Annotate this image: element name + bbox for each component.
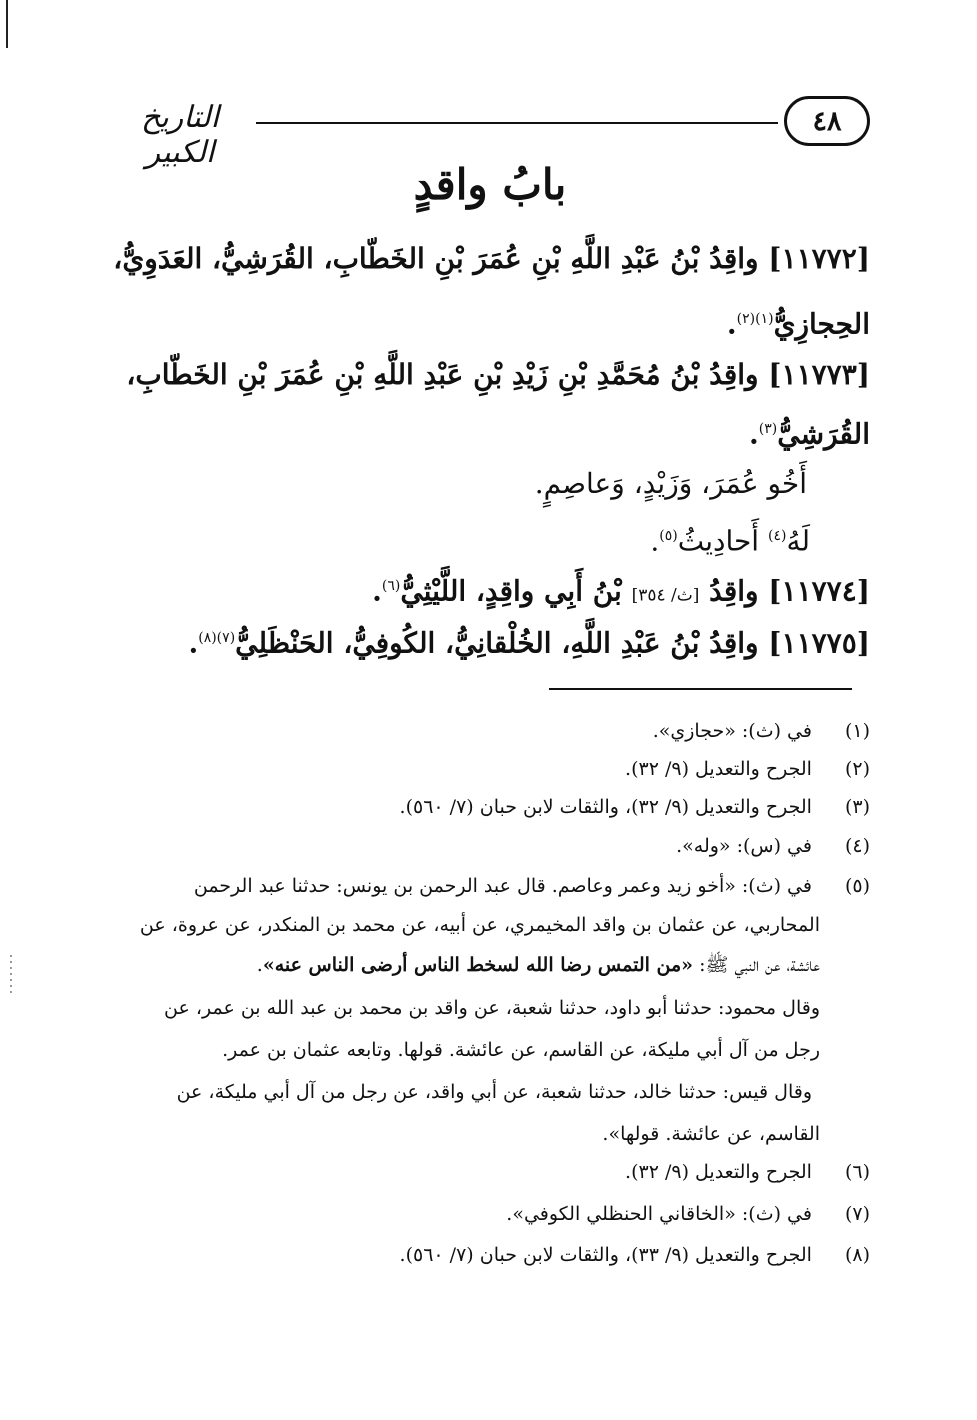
footnote-ref: (٥)	[659, 528, 678, 544]
entry-text: [١١٧٧٣] واقِدُ بْنُ مُحَمَّدِ بْنِ زَيْدِ بْنِ عَبْدِ اللَّهِ بْنِ عُمَرَ بْنِ الخَطّابِ،	[126, 358, 870, 391]
footnote-number: (٦)	[844, 1161, 870, 1183]
footnote-5-line6: وقال قيس: حدثنا خالد، حدثنا شعبة، عن أبي واقد، عن رجل من آل أبي مليكة، عن	[176, 1081, 812, 1103]
footnote-number: (٣)	[844, 796, 870, 818]
entry-text: [١١٧٧٥] واقِدُ بْنُ عَبْدِ اللَّهِ، الخُلْقانِيُّ، الكُوفِيُّ، الحَنْظَلِيُّ	[235, 626, 870, 660]
footnote-6	[110, 1154, 870, 1190]
running-title: التاريخ الكبير	[141, 100, 219, 170]
footnote-5-line2: المحاربي، عن عثمان بن واقد المخيمري، عن أبيه، عن محمد بن المنكدر، عن عروة، عن	[139, 914, 820, 936]
entry-text: أَخُو عُمَرَ، وَزَيْدٍ، وَعاصِمٍ.	[534, 467, 807, 500]
footnote-ref: (١)(٢)	[736, 311, 774, 327]
entry-text: بْنُ أَبِي واقِدٍ، اللَّيْثِيُّ	[400, 574, 632, 608]
entry-text: الحِجازِيُّ	[773, 307, 870, 341]
entry-11772-line1	[110, 239, 870, 279]
footnote-text: في (س): «وله».	[676, 835, 812, 857]
entry-text: أَحادِيثُ	[677, 524, 768, 558]
page-header	[110, 96, 870, 170]
footnote-hadith-quote: «من التمس رضا الله لسخط الناس أرضى الناس عنه»	[262, 954, 694, 976]
footnote-separator	[549, 688, 852, 690]
footnote-text: في (ث): «حجازي».	[652, 720, 812, 742]
chapter-title: بابُ واقدٍ	[413, 160, 567, 209]
footnote-text: عائشة، عن النبي ﷺ:	[693, 954, 820, 976]
footnote-ref: (٣)	[758, 421, 778, 437]
footnote-text: الجرح والتعديل (٩/ ٣٢)، والثقات لابن حبان (٧/ ٥٦٠).	[399, 796, 812, 818]
footnote-2	[110, 751, 870, 787]
footnote-number: (٥)	[844, 875, 870, 897]
footnote-number: (٤)	[844, 835, 870, 857]
entry-text: لَهُ	[786, 524, 810, 558]
footnote-7	[110, 1196, 870, 1232]
header-rule	[256, 122, 778, 124]
footnote-number: (٢)	[844, 758, 870, 780]
footnote-ref: (٦)	[381, 578, 401, 594]
entry-11775: [١١٧٧٥] واقِدُ بْنُ عَبْدِ اللَّهِ، الخُلْقانِيُّ، الكُوفِيُّ، الحَنْظَلِيُّ$^{(٧)(٨)}$.	[188, 626, 870, 660]
entry-text: القُرَشِيُّ	[777, 417, 870, 451]
footnote-5	[110, 868, 870, 904]
entry-11773-line2: القُرَشِيُّ$^{(٣)}$.	[749, 417, 870, 451]
entry-11773-brothers	[535, 464, 807, 504]
footnote-number: (٧)	[844, 1203, 870, 1225]
page-edge-dots	[10, 955, 12, 995]
footnote-5-line4: وقال محمود: حدثنا أبو داود، حدثنا شعبة، عن واقد بن محمد بن عبد الله بن عمر، عن	[164, 997, 820, 1019]
footnote-5-line3	[112, 947, 820, 983]
footnote-8	[110, 1237, 870, 1273]
entry-11774: [١١٧٧٤] واقِدُ [ث/ ٣٥٤] بْنُ أَبِي واقِدٍ، اللَّيْثِيُّ$^{(٦)}$.	[372, 574, 870, 608]
footnote-3	[110, 789, 870, 825]
footnote-5-line7: القاسم، عن عائشة. قولها».	[602, 1123, 820, 1145]
footnote-text: الجرح والتعديل (٩/ ٣٢).	[625, 758, 812, 780]
footnote-text: الجرح والتعديل (٩/ ٣٣)، والثقات لابن حبان (٧/ ٥٦٠).	[399, 1244, 812, 1266]
page-number-badge	[784, 96, 870, 146]
page-number: ٤٨	[812, 105, 842, 137]
footnote-text: الجرح والتعديل (٩/ ٣٢).	[625, 1161, 812, 1183]
footnote-number: (١)	[844, 720, 870, 742]
footnote-text: في (ث): «أخو زيد وعمر وعاصم. قال عبد الرحمن بن يونس: حدثنا عبد الرحمن	[193, 875, 812, 897]
footnote-5-line5: رجل من آل أبي مليكة، عن القاسم، عن عائشة. قولها. وتابعه عثمان بن عمر.	[222, 1039, 820, 1061]
entry-text: [١١٧٧٢] واقِدُ بْنُ عَبْدِ اللَّهِ بْنِ عُمَرَ بْنِ الخَطّابِ، القُرَشِيُّ، العَدَوِيُّ،	[113, 242, 870, 275]
footnote-ref: (٤)	[767, 528, 787, 544]
footnote-1	[110, 713, 870, 749]
entry-text: [١١٧٧٤] واقِدُ	[699, 574, 870, 608]
footnote-number: (٨)	[844, 1244, 870, 1266]
footnote-text: في (ث): «الخاقاني الحنظلي الكوفي».	[506, 1203, 812, 1225]
entry-11773-line1	[110, 355, 870, 395]
page-edge-rule	[6, 0, 8, 48]
footnote-4	[110, 828, 870, 864]
entry-11773-hadith: لَهُ$^{(٤)}$ أَحادِيثُ$^{(٥)}$.	[650, 524, 810, 558]
footnote-ref: (٧)(٨)	[198, 630, 236, 646]
entry-11772-line2: الحِجازِيُّ$^{(١)(٢)}$.	[726, 307, 870, 341]
footnote-text: .	[256, 954, 263, 976]
manuscript-ref: [ث/ ٣٥٤]	[631, 585, 700, 606]
